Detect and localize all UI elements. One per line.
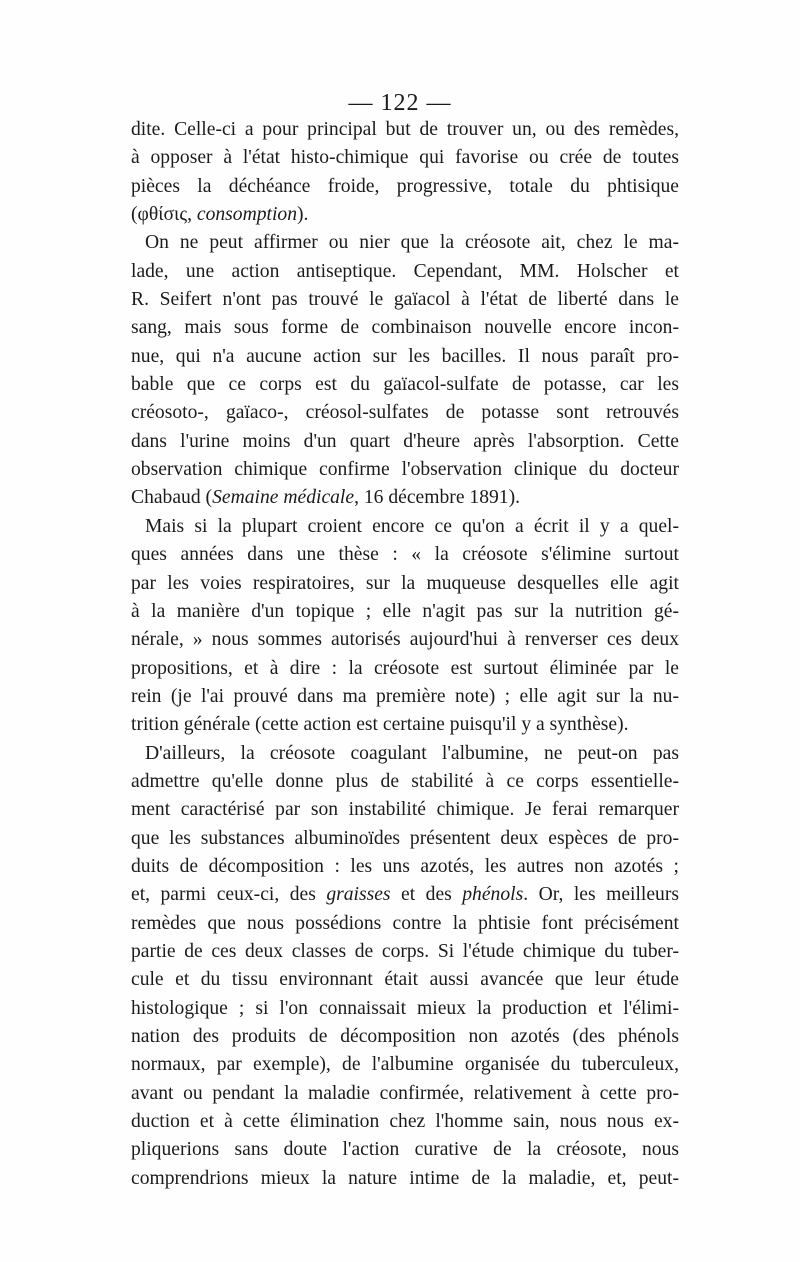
text-run: Mais si la plupart croient encore ce qu'on a écrit il y a quel- (145, 515, 679, 537)
text-run: rein (je l'ai prouvé dans ma première note) ; elle agit sur la nu- (131, 685, 679, 707)
text-line (131, 1023, 679, 1051)
text-run: pliquerions sans doute l'action curative de la créosote, nous (131, 1139, 679, 1161)
text-run: normaux, par exemple), de l'albumine organisée du tuberculeux, (131, 1054, 679, 1076)
text-line (131, 853, 679, 881)
text-line (131, 173, 679, 201)
text-line (131, 399, 679, 427)
text-line (131, 1136, 679, 1164)
text-run: propositions, et à dire : la créosote est surtout éliminée par le (131, 657, 679, 679)
text-run: lade, une action antiseptique. Cependant, MM. Holscher et (131, 260, 679, 282)
text-line (131, 144, 679, 172)
text-line (131, 881, 679, 909)
text-line (131, 1108, 679, 1136)
text-line (131, 655, 679, 683)
text-run: bable que ce corps est du gaïacol-sulfate de potasse, car les (131, 374, 679, 396)
text-run: nue, qui n'a aucune action sur les bacilles. Il nous paraît pro- (131, 345, 679, 367)
italic-text: Semaine médicale (212, 487, 355, 509)
text-line (131, 229, 679, 257)
text-run: et des (390, 884, 463, 906)
text-line (131, 626, 679, 654)
text-line (131, 598, 679, 626)
text-line (131, 711, 679, 739)
text-run: dans l'urine moins d'un quart d'heure après l'absorption. Cette (131, 430, 679, 452)
text-line (131, 570, 679, 598)
text-line (131, 343, 679, 371)
text-run: ). (297, 204, 309, 226)
text-run: (φθίσις, (131, 204, 197, 226)
text-line (131, 1165, 679, 1193)
text-run: et, parmi ceux-ci, des (131, 884, 327, 906)
text-run: trition générale (cette action est certaine puisqu'il y a synthèse). (131, 714, 629, 736)
italic-text: consomption (196, 204, 298, 226)
text-run: à la manière d'un topique ; elle n'agit pas sur la nutrition gé- (131, 600, 679, 622)
text-run: cule et du tissu environnant était aussi avancée que leur étude (131, 969, 679, 991)
text-line (131, 201, 679, 229)
text-run: sang, mais sous forme de combinaison nouvelle encore incon- (131, 317, 679, 339)
text-run: ques années dans une thèse : « la créosote s'élimine surtout (131, 544, 679, 566)
text-line (131, 314, 679, 342)
text-line (131, 371, 679, 399)
text-run: duction et à cette élimination chez l'homme sain, nous nous ex- (131, 1111, 679, 1133)
text-line (131, 796, 679, 824)
text-run: , 16 décembre 1891). (354, 487, 521, 509)
text-line (131, 740, 679, 768)
page-number: — 122 — (348, 90, 452, 116)
text-line (131, 938, 679, 966)
text-run: R. Seifert n'ont pas trouvé le gaïacol à l'état de liberté dans le (131, 289, 679, 311)
text-run: Chabaud ( (131, 487, 213, 509)
text-line (131, 966, 679, 994)
body-text (131, 116, 679, 1193)
text-run: par les voies respiratoires, sur la muqueuse desquelles elle agit (131, 572, 679, 594)
text-line (131, 484, 679, 512)
text-line (131, 1051, 679, 1079)
text-run: dite. Celle-ci a pour principal but de trouver un, ou des remèdes, (131, 119, 679, 140)
text-run: duits de décomposition : les uns azotés, les autres non azotés ; (131, 855, 679, 877)
text-run: comprendrions mieux la nature intime de la maladie, et, peut- (131, 1167, 679, 1189)
text-line (131, 286, 679, 314)
text-line (131, 428, 679, 456)
text-line (131, 1080, 679, 1108)
italic-text: graisses (326, 884, 391, 906)
text-run: remèdes que nous possédions contre la phtisie font précisément (131, 912, 679, 934)
text-run: . Or, les meilleurs (523, 884, 679, 906)
text-run: On ne peut affirmer ou nier que la créosote ait, chez le ma- (145, 232, 679, 254)
text-run: avant ou pendant la maladie confirmée, relativement à cette pro- (131, 1082, 679, 1104)
text-line (131, 910, 679, 938)
text-run: que les substances albuminoïdes présentent deux espèces de pro- (131, 827, 679, 849)
text-run: histologique ; si l'on connaissait mieux la production et l'élimi- (131, 997, 679, 1019)
text-run: partie de ces deux classes de corps. Si l'étude chimique du tuber- (131, 940, 679, 962)
text-line (131, 541, 679, 569)
text-run: pièces la déchéance froide, progressive, totale du phtisique (131, 175, 679, 197)
text-line (131, 258, 679, 286)
text-run: observation chimique confirme l'observation clinique du docteur (131, 459, 679, 481)
text-line (131, 513, 679, 541)
text-run: D'ailleurs, la créosote coagulant l'albumine, ne peut-on pas (145, 742, 679, 764)
text-run: admettre qu'elle donne plus de stabilité à ce corps essentielle- (131, 770, 679, 792)
text-line (131, 995, 679, 1023)
text-line (131, 456, 679, 484)
text-run: à opposer à l'état histo-chimique qui favorise ou crée de toutes (131, 147, 679, 169)
text-run: nation des produits de décomposition non azotés (des phénols (131, 1026, 679, 1047)
text-line (131, 825, 679, 853)
text-line (131, 768, 679, 796)
text-run: créosoto-, gaïaco-, créosol-sulfates de potasse sont retrouvés (131, 402, 679, 424)
text-line (131, 116, 679, 144)
italic-text: phénols (462, 884, 524, 906)
text-line (131, 683, 679, 711)
text-run: nérale, » nous sommes autorisés aujourd'hui à renverser ces deux (131, 629, 679, 651)
text-run: ment caractérisé par son instabilité chimique. Je ferai remarquer (131, 799, 679, 821)
